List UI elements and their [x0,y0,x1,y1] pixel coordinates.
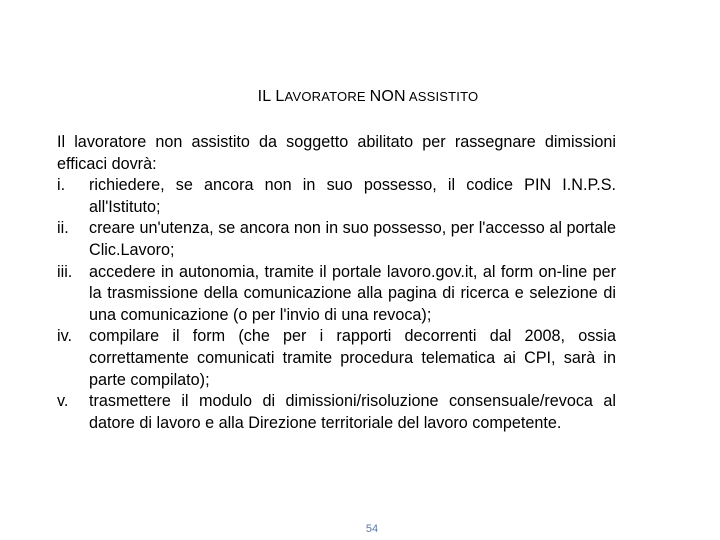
intro-text: Il lavoratore non assistito da soggetto abilitato per rassegnare dimissioni efficaci dovrà: [57,133,616,173]
list-item [57,175,616,218]
title-part2-small: ASSISTITO [405,89,479,104]
list-item-text: compilare il form (che per i rapporti decorrenti dal 2008, ossia correttamente comunicati tramite procedura telematica ai CPI, sarà in parte compilato); [89,327,616,389]
title-part1-big: IL L [257,88,285,105]
list-item [57,326,616,391]
list-item-text: trasmettere il modulo di dimissioni/risoluzione consensuale/revoca al datore di lavoro e alla Direzione territoriale del lavoro competente. [89,392,616,432]
list-item-text: accedere in autonomia, tramite il portale lavoro.gov.it, al form on-line per la trasmissione della comunicazione alla pagina di ricerca e selezione di una comunicazione (o per l'invio di una revoca); [89,262,616,324]
list-marker: ii. [57,219,69,238]
title-part2-big: NON [369,88,406,105]
slide-body [57,132,616,434]
list-marker: v. [57,392,69,411]
list-item-text: richiedere, se ancora non in suo possesso, il codice PIN I.N.P.S. all'Istituto; [89,176,616,216]
page-number: 54 [365,523,379,535]
list-marker: iii. [57,262,73,281]
list-marker: i. [57,176,66,195]
requirements-list [57,175,616,434]
list-item [57,218,616,261]
list-marker: iv. [57,327,72,346]
list-item [57,391,616,434]
title-part1-small: AVORATORE [284,89,370,104]
list-item [57,262,616,327]
list-item-text: creare un'utenza, se ancora non in suo possesso, per l'accesso al portale Clic.Lavoro; [89,219,616,259]
slide-title [0,88,720,106]
